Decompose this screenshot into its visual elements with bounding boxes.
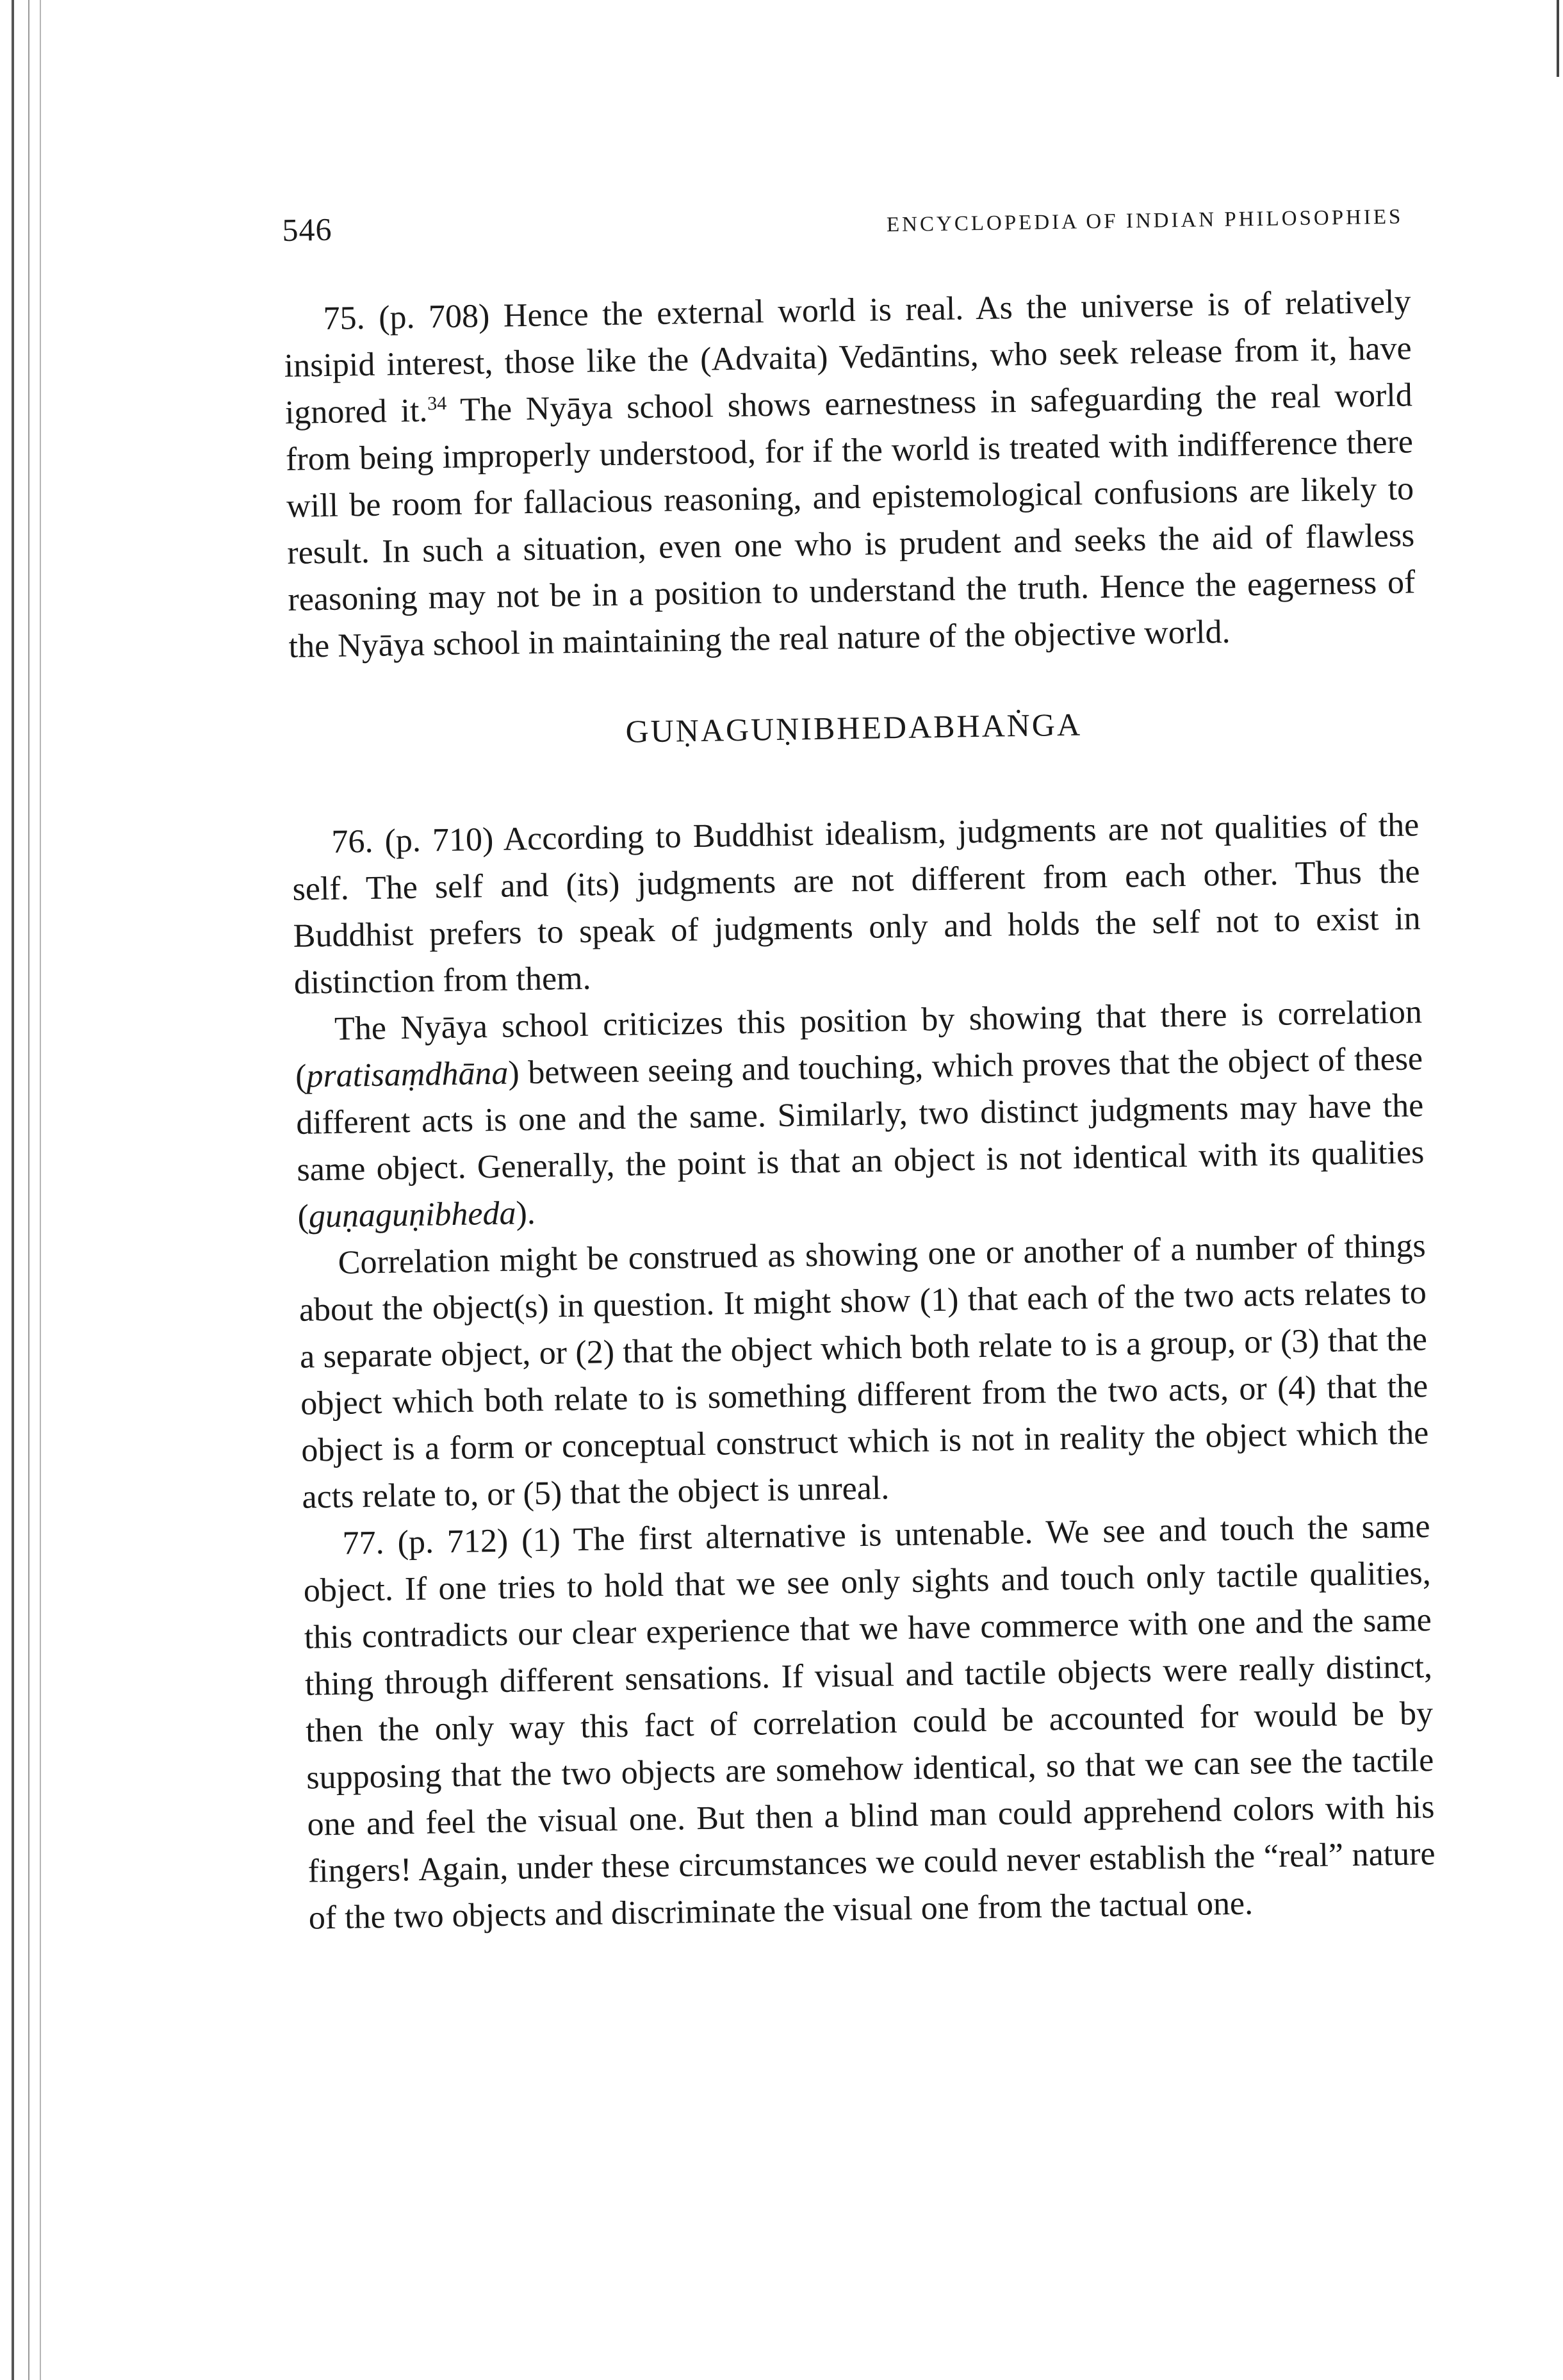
paragraph-76: 76. (p. 710) According to Buddhist idealism, judgments are not qualities of the self. The self and (its) judgments are not different from each other. Thus the Buddhist prefers to speak of judgments only and holds the self not to exist in distinction from them. xyxy=(292,807,1421,1001)
paragraph-75 xyxy=(283,278,1416,670)
paragraph-76-correlation: Correlation might be construed as showing one or another of a number of things about the object(s) in question. It might show (1) that each of the two acts relates to a separate object, or (2) that the object which both relate to is a group, or (3) that the object which both relate to is something different from the two acts, or (4) that the object is a form or conceptual construct which is not in reality the object which the acts relate to, or (5) that the object is unreal. xyxy=(299,1227,1429,1516)
page-edge-mark xyxy=(1557,0,1559,77)
running-head xyxy=(282,193,1410,256)
term-pratisamdhana: pratisaṃdhāna xyxy=(306,1055,509,1095)
body-text xyxy=(283,278,1436,1941)
binding-edge xyxy=(28,0,29,2380)
binding-edge xyxy=(40,0,41,2380)
paragraph-75-rest: The Nyāya school shows earnestness in safeguarding the real world from being improperly understood, for if the world is treated with indifference there will be room for fallacious reasoning, and epistemological confusions are likely to result. In such a situation, even one who is prudent and seeks the aid of flawless reasoning may not be in a position to understand the truth. Hence the eagerness of the Nyāya school in maintaining the real nature of the objective world. xyxy=(285,377,1416,665)
book-page xyxy=(282,193,1436,1941)
paragraph-76-nyaya-a: The Nyāya school criticizes this position by showing that there is correlation ( xyxy=(295,994,1423,1095)
term-gunagunibheda: guṇaguṇibheda xyxy=(308,1195,516,1235)
running-title: ENCYCLOPEDIA OF INDIAN PHILOSOPHIES xyxy=(886,205,1403,237)
paragraph-76-nyaya-c: ). xyxy=(516,1194,536,1232)
paragraph-77: 77. (p. 712) (1) The first alternative is untenable. We see and touch the same object. If one tries to hold that we see only sights and touch only tactile qualities, this contradicts our clear experience that we have commerce with one and the same thing through different sensations. If visual and tactile objects were really distinct, then the only way this fact of correlation could be accounted for would be by supposing that the two objects are somehow identical, so that we can see the tactile one and feel the visual one. But then a blind man could apprehend colors with his fingers! Again, under these circumstances we could never establish the “real” nature of the two objects and discriminate the visual one from the tactual one. xyxy=(303,1508,1436,1937)
paragraph-76-nyaya xyxy=(294,989,1425,1240)
section-heading: GUṆAGUṆIBHEDABHAṄGA xyxy=(625,706,1083,750)
binding-edge xyxy=(12,0,14,2380)
footnote-reference: 34 xyxy=(427,392,447,414)
paragraph-76-nyaya-b: ) between seeing and touching, which proves that the object of these different acts is one and the same. Similarly, two distinct judgments may have the same object. Generally, the point is that an object is not identical with its qualities ( xyxy=(295,1040,1425,1235)
page-number: 546 xyxy=(282,211,332,248)
paragraph-75-lead: 75. (p. 708) Hence the external world is real. As the universe is of relatively insipid interest, those like the (Advaita) Vedāntins, who seek release from it, have ignored it. xyxy=(284,283,1412,431)
